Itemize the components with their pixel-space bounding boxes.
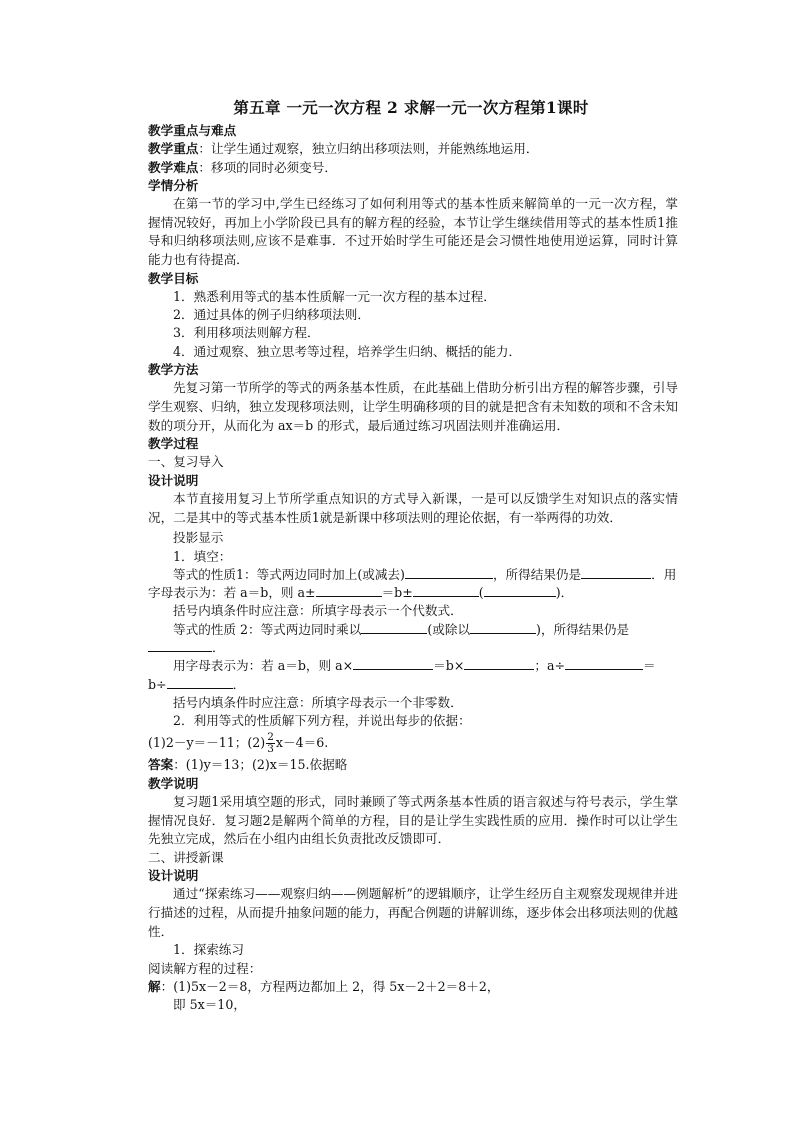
section-heading-process: 教学过程 <box>148 436 199 452</box>
section-heading-methods: 教学方法 <box>148 362 199 378</box>
fill-blank[interactable] <box>353 657 433 670</box>
property2-text-c: )，所得结果仍是 <box>536 621 630 637</box>
goal-item: 4．通过观察、独立思考等过程，培养学生归纳、概括的能力． <box>173 343 522 359</box>
projection-label: 投影显示 <box>173 530 224 546</box>
property2-line <box>148 621 678 639</box>
bracket-note-1: 括号内填条件时应注意：所填字母表示一个代数式． <box>173 603 463 619</box>
fill-blank[interactable] <box>405 566 493 579</box>
teach-note-paragraph: 复习题1采用填空题的形式，同时兼顾了等式两条基本性质的语言叙述与符号表示，学生掌握情况良好．复习题2是解两个简单的方程，目的是让学生实践性质的应用．操作时可以让学生先独立完成，然后在小组内由组长负责批改反馈即可． <box>148 794 678 847</box>
explore-heading: 1．探索练习 <box>173 942 244 958</box>
design-note2-paragraph: 通过“探索练习——观察归纳——例题解析”的逻辑顺序，让学生经历自主观察发现规律并进行描述的过程，从而提升抽象问题的能力，再配合例题的讲解训练，逐步体会出移项法则的优越性． <box>148 886 678 939</box>
document-page <box>148 98 678 1014</box>
fill-blank[interactable] <box>167 676 233 689</box>
solution-text: ：(1)5x－2＝8，方程两边都加上 2，得 5x－2＋2＝8＋2， <box>160 978 500 994</box>
fraction-two-thirds <box>266 732 275 755</box>
fill-blank[interactable] <box>464 657 534 670</box>
section-heading-goals: 教学目标 <box>148 270 199 286</box>
difficulty-label: 教学难点 <box>148 159 199 175</box>
solution-last-line: 即 5x＝10， <box>173 997 246 1013</box>
solution-label: 解 <box>148 978 161 994</box>
property2-text-b: (或除以 <box>427 621 471 637</box>
fill-blank[interactable] <box>316 584 382 597</box>
section-heading-analysis: 学情分析 <box>148 177 199 193</box>
teach-note-heading: 教学说明 <box>148 775 199 791</box>
page-title: 第五章 一元一次方程 2 求解一元一次方程第1课时 <box>233 98 589 117</box>
property1-text-a: 等式的性质1：等式两边同时加上(或减去) <box>173 566 405 582</box>
property2-line4 <box>148 676 678 694</box>
equation-text-b: x－4＝6. <box>275 735 329 751</box>
fraction-denominator: 3 <box>267 743 274 756</box>
property2-text-f: ＝b× <box>433 658 465 674</box>
fill-blank[interactable] <box>470 621 536 634</box>
property2-line3 <box>148 657 678 675</box>
fill-blank[interactable] <box>484 584 556 597</box>
key-point-label: 教学重点 <box>148 141 199 157</box>
methods-paragraph: 先复习第一节所学的等式的两条基本性质，在此基础上借助分析引出方程的解答步骤，引导学生观察、归纳，独立发现移项法则，让学生明确移项的目的就是把含有未知数的项和不含未知数的项分开，从而化为 ax＝b 的形式，最后通过练习巩固法则并准确运用． <box>148 380 678 433</box>
property1-line2 <box>148 584 678 602</box>
fill-blank[interactable] <box>361 621 427 634</box>
fraction-numerator: 2 <box>267 731 274 744</box>
goal-item: 2．通过具体的例子归纳移项法则． <box>173 307 370 323</box>
analysis-paragraph: 在第一节的学习中,学生已经练习了如何利用等式的基本性质来解简单的一元一次方程，掌握情况较好，再加上小学阶段已具有的解方程的经验，本节让学生继续借用等式的基本性质1推导和归纳移项法则,应该不是难事．不过开始时学生可能还是会习惯性地使用逆运算，同时计算能力也有待提高． <box>148 196 678 267</box>
property1-text-b: ，所得结果仍是 <box>492 566 582 582</box>
property1-text-g: )． <box>555 585 574 601</box>
property1-text-c: ．用 <box>651 566 677 582</box>
property1-text-e: ＝b± <box>381 585 413 601</box>
property2-text-a: 等式的性质 2：等式两边同时乘以 <box>173 621 362 637</box>
answer-text: ：(1)y＝13；(2)x＝15.依据略 <box>173 757 348 773</box>
review-heading: 一、复习导入 <box>148 454 224 470</box>
goal-item: 1．熟悉利用等式的基本性质解一元一次方程的基本过程． <box>173 288 496 304</box>
bracket-note-2: 括号内填条件时应注意：所填字母表示一个非零数． <box>173 694 463 710</box>
equation-text-a: (1)2－y＝－11；(2) <box>148 735 266 751</box>
property2-text-e: 用字母表示为：若 a＝b，则 a× <box>173 658 354 674</box>
fill-blank[interactable] <box>565 657 643 670</box>
difficulty-text: ：移项的同时必须变号． <box>198 159 337 175</box>
design-note-heading: 设计说明 <box>148 472 199 488</box>
property1-text-d: 字母表示为：若 a＝b，则 a± <box>148 585 316 601</box>
key-point-text: ：让学生通过观察，独立归纳出移项法则，并能熟练地运用． <box>198 141 539 157</box>
property2-text-g: ；a÷ <box>534 658 566 674</box>
design-note2-heading: 设计说明 <box>148 868 199 884</box>
read-line: 阅读解方程的过程： <box>148 960 262 976</box>
property2-line2 <box>148 639 678 657</box>
property2-text-d: ． <box>212 639 225 655</box>
answer-label: 答案 <box>148 757 174 773</box>
fill-blank[interactable] <box>413 584 479 597</box>
fill-blank[interactable] <box>581 566 651 579</box>
fill-blank[interactable] <box>148 639 212 652</box>
equations-line <box>148 730 678 756</box>
solve-heading: 2．利用等式的性质解下列方程，并说出每步的依据： <box>173 713 471 729</box>
property2-text-j: ． <box>232 676 246 692</box>
property1-line <box>148 566 678 584</box>
property2-text-h: ＝ <box>643 658 656 674</box>
property2-text-i: b÷ <box>148 676 167 692</box>
new-lesson-heading: 二、讲授新课 <box>148 849 224 865</box>
goal-item: 3．利用移项法则解方程． <box>173 325 320 341</box>
section-heading-key: 教学重点与难点 <box>148 123 237 138</box>
design-note-paragraph: 本节直接用复习上节所学重点知识的方式导入新课，一是可以反馈学生对知识点的落实情况，二是其中的等式基本性质1就是新课中移项法则的理论依据，有一举两得的功效． <box>148 491 678 525</box>
property1-text-f: ( <box>478 585 484 601</box>
fill-heading: 1．填空： <box>173 548 232 564</box>
